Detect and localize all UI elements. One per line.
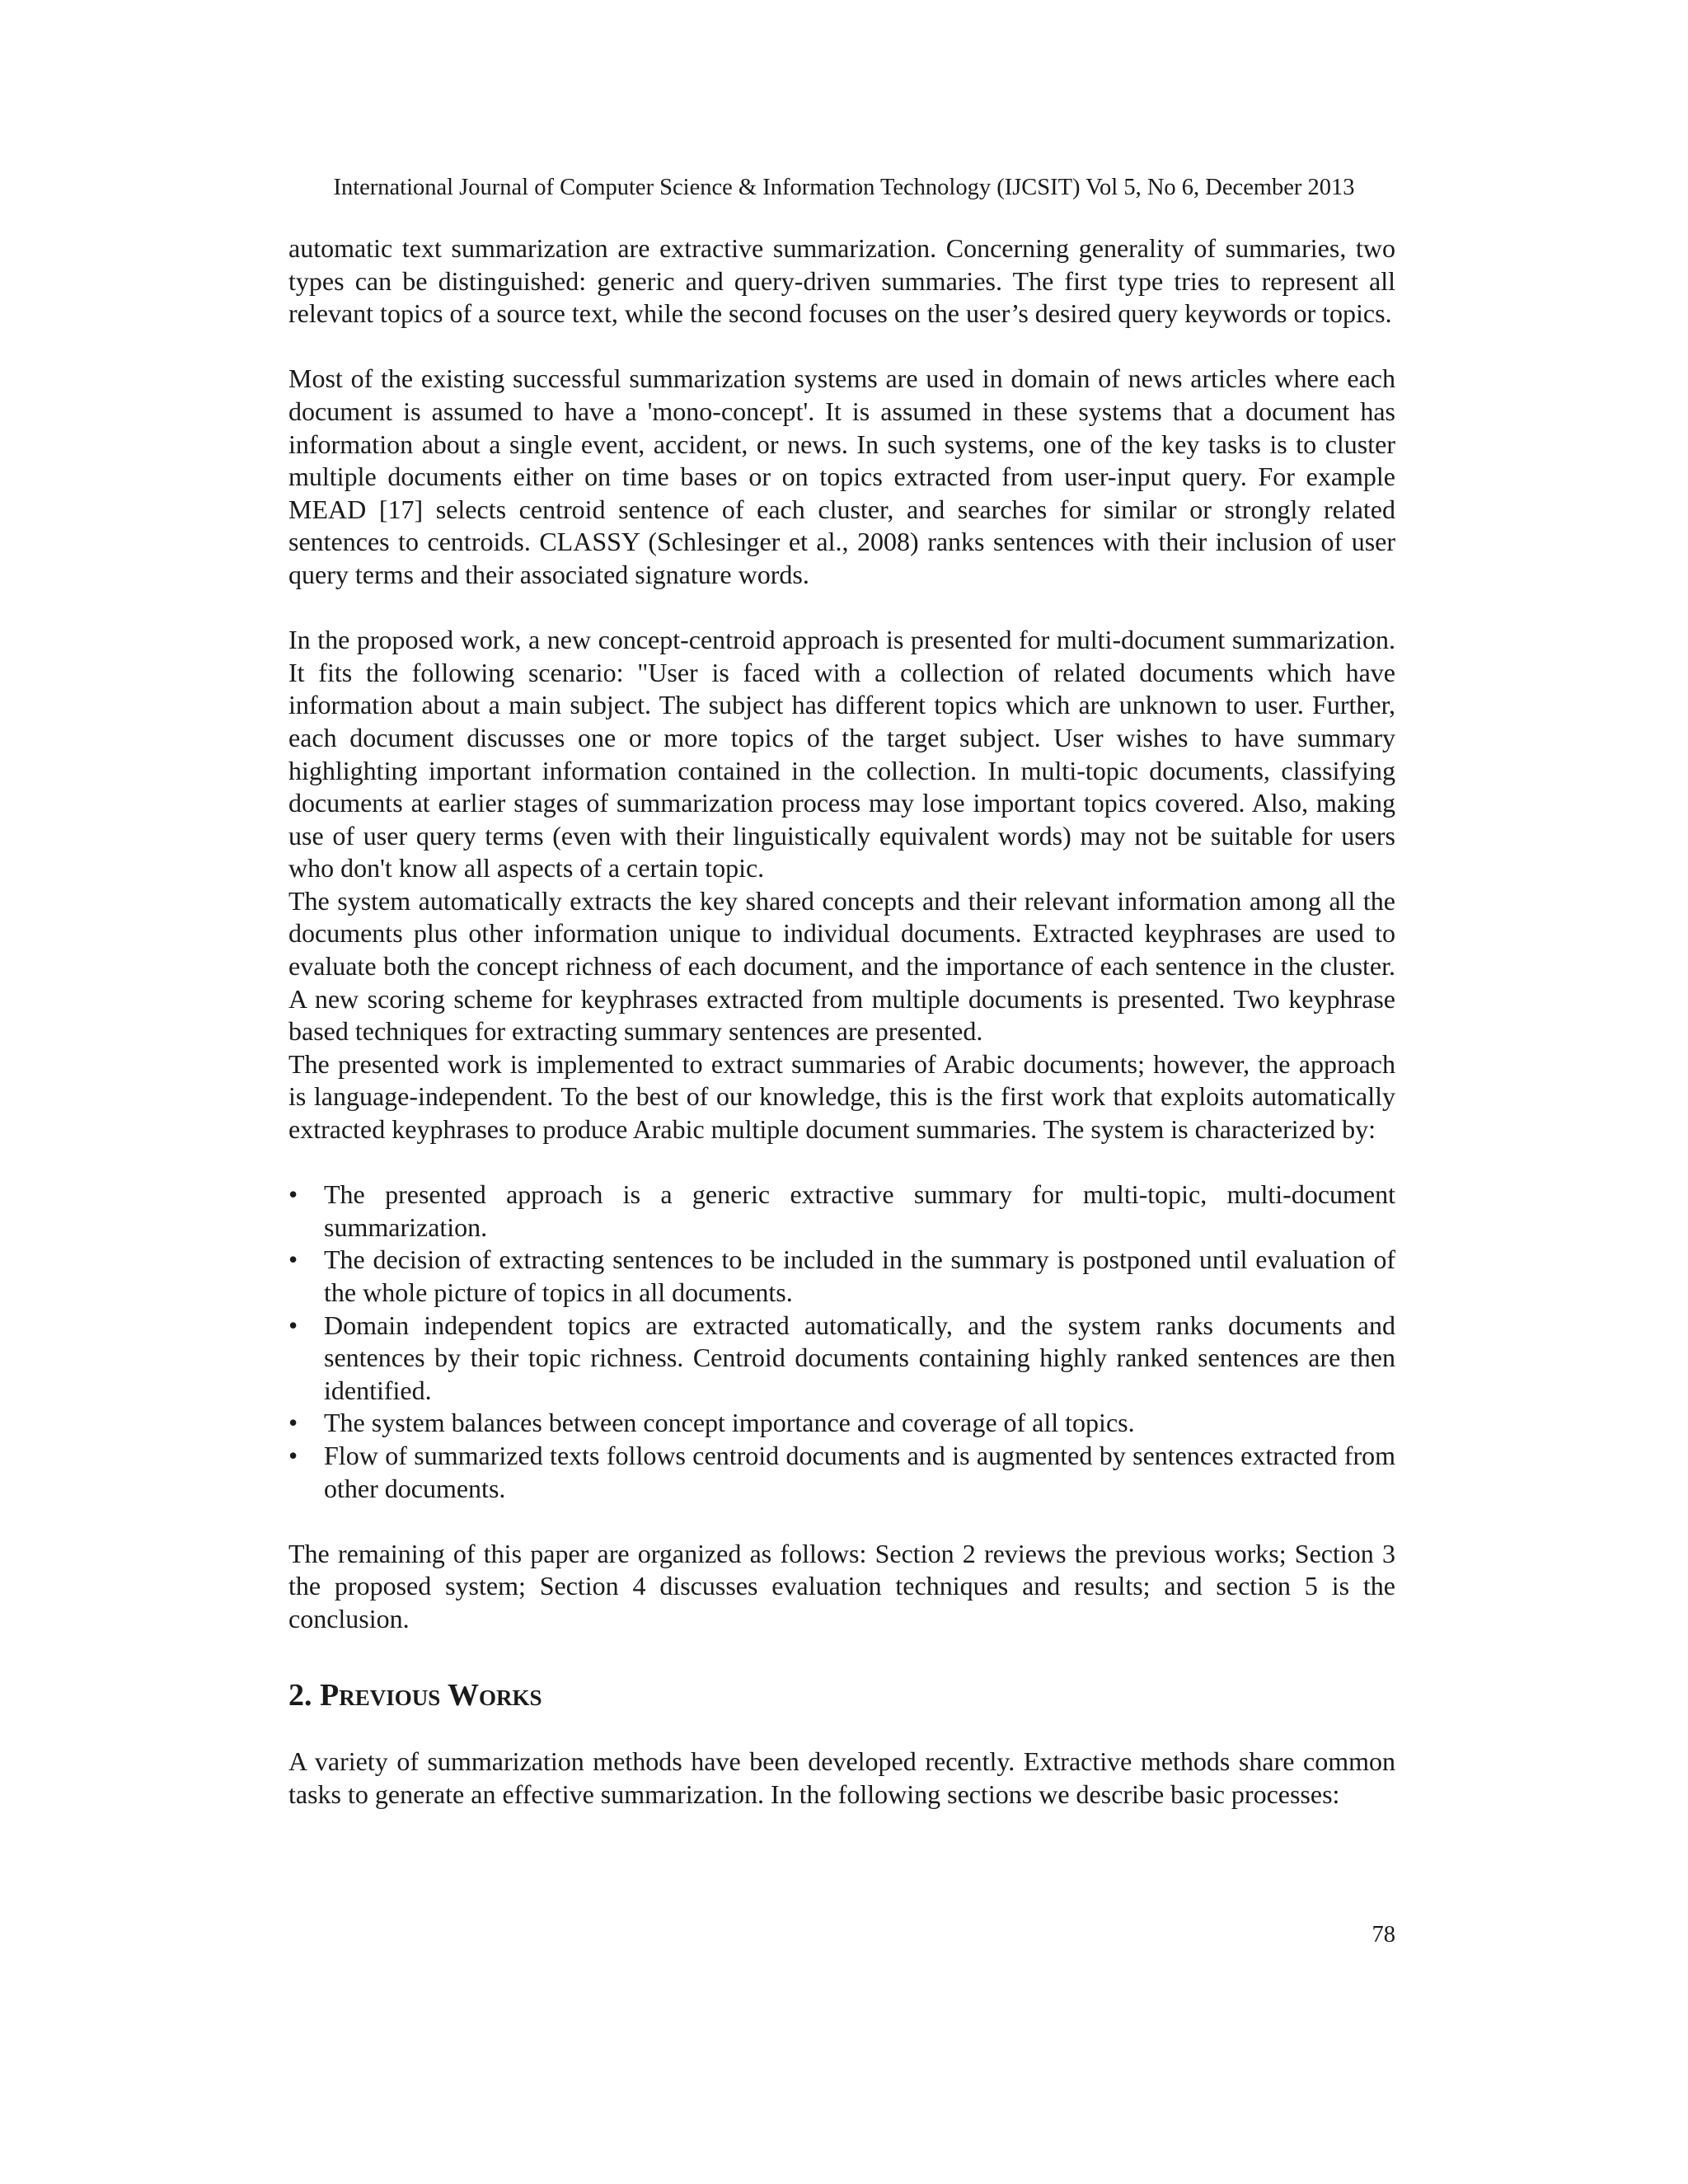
page-number: 78 bbox=[1372, 1922, 1395, 1947]
paragraph-proposed-work: In the proposed work, a new concept-centroid approach is presented for multi-document summarization. It fits the following scenario: "User is faced with a collection of related documents which have information about a main subject. The subject has different topics which are unknown to user. Further, each document discusses one or more topics of the target subject. User wishes to have summary highlighting important information contained in the collection. In multi-topic documents, classifying documents at earlier stages of summarization process may lose important topics covered. Also, making use of user query terms (even with their linguistically equivalent words) may not be suitable for users who don't know all aspects of a certain topic. bbox=[288, 625, 1395, 883]
list-item bbox=[288, 1310, 1395, 1408]
list-item-text: The decision of extracting sentences to be included in the summary is postponed until evaluation of the whole picture of topics in all documents. bbox=[324, 1244, 1395, 1307]
bullet-icon: • bbox=[288, 1440, 298, 1470]
bullet-icon: • bbox=[288, 1408, 298, 1438]
list-item-text: The system balances between concept importance and coverage of all topics. bbox=[324, 1408, 1135, 1438]
section-title: Previous Works bbox=[320, 1677, 542, 1713]
paragraph-paper-organization: The remaining of this paper are organized as follows: Section 2 reviews the previous works; Section 3 the proposed system; Section 4 discusses evaluation techniques and results; and section 5 is the conclusion. bbox=[288, 1538, 1395, 1633]
characteristics-list bbox=[288, 1179, 1395, 1505]
list-item bbox=[288, 1440, 1395, 1505]
body-text bbox=[288, 232, 1395, 1811]
list-item bbox=[288, 1244, 1395, 1309]
list-item bbox=[288, 1179, 1395, 1244]
bullet-icon: • bbox=[288, 1244, 298, 1275]
list-item bbox=[288, 1407, 1395, 1440]
list-item-text: Flow of summarized texts follows centroid documents and is augmented by sentences extracted from other documents. bbox=[324, 1440, 1395, 1503]
bullet-icon: • bbox=[288, 1179, 298, 1210]
list-item-text: Domain independent topics are extracted automatically, and the system ranks documents and sentences by their topic richness. Centroid documents containing highly ranked sentences are then identified. bbox=[324, 1310, 1395, 1405]
paragraph-arabic-implementation: The presented work is implemented to extract summaries of Arabic documents; however, the approach is language-independent. To the best of our knowledge, this is the first work that exploits automatically extracted keyphrases to produce Arabic multiple document summaries. The system is characterized by: bbox=[288, 1048, 1395, 1145]
paragraph-system-extracts: The system automatically extracts the key shared concepts and their relevant information among all the documents plus other information unique to individual documents. Extracted keyphrases are used to evaluate both the concept richness of each document, and the importance of each sentence in the cluster. A new scoring scheme for keyphrases extracted from multiple documents is presented. Two keyphrase based techniques for extracting summary sentences are presented. bbox=[288, 885, 1395, 1047]
section-number: 2. bbox=[288, 1677, 312, 1713]
paragraph-previous-works: A variety of summarization methods have been developed recently. Extractive methods share common tasks to generate an effective summarization. In the following sections we describe basic processes: bbox=[288, 1746, 1395, 1809]
running-header: International Journal of Computer Science & Information Technology (IJCSIT) Vol 5, No 6, December 2013 bbox=[333, 175, 1355, 200]
section-heading bbox=[288, 1677, 1395, 1713]
bullet-icon: • bbox=[288, 1310, 298, 1340]
list-item-text: The presented approach is a generic extractive summary for multi-topic, multi-document summarization. bbox=[324, 1179, 1395, 1242]
paragraph-existing-systems: Most of the existing successful summarization systems are used in domain of news articles where each document is assumed to have a 'mono-concept'. It is assumed in these systems that a document has information about a single event, accident, or news. In such systems, one of the key tasks is to cluster multiple documents either on time bases or on topics extracted from user-input query. For example MEAD [17] selects centroid sentence of each cluster, and searches for similar or strongly related sentences to centroids. CLASSY (Schlesinger et al., 2008) ranks sentences with their inclusion of user query terms and their associated signature words. bbox=[288, 363, 1395, 589]
paragraph-extractive-summarization: automatic text summarization are extractive summarization. Concerning generality of summaries, two types can be distinguished: generic and query-driven summaries. The first type tries to represent all relevant topics of a source text, while the second focuses on the user’s desired query keywords or topics. bbox=[288, 233, 1395, 329]
